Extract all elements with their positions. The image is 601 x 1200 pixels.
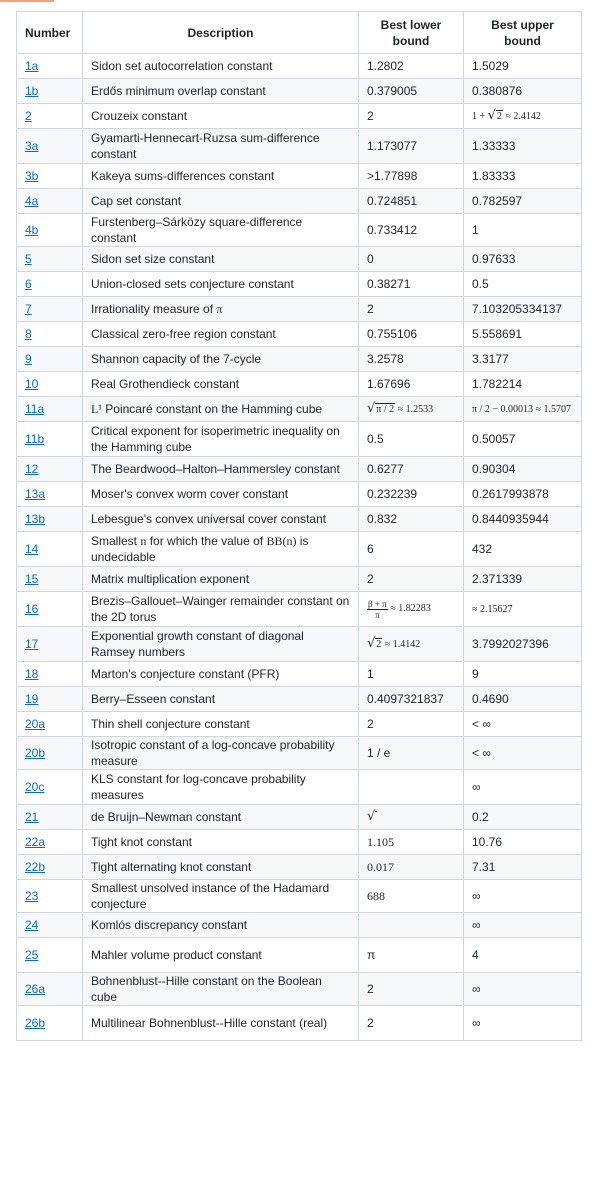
number-cell (17, 322, 83, 347)
description-cell (83, 297, 359, 322)
math-expression (367, 636, 421, 651)
table-row (17, 567, 582, 592)
upper-bound-cell: 0.8440935944 (464, 507, 582, 532)
description-cell: Komlós discrepancy constant (83, 913, 359, 938)
header-lower-bound: Best lower bound (359, 12, 464, 54)
lower-bound-cell: 1.67696 (359, 372, 464, 397)
table-row (17, 855, 582, 880)
lower-bound-cell: 0.5 (359, 422, 464, 457)
problem-link[interactable]: 18 (25, 667, 39, 681)
problem-link[interactable]: 11b (25, 432, 45, 446)
description-text: Multilinear Bohnenblust--Hille constant (real) (91, 1016, 328, 1030)
description-cell: Shannon capacity of the 7-cycle (83, 347, 359, 372)
table-row (17, 592, 582, 627)
upper-bound-cell: 0.50057 (464, 422, 582, 457)
description-cell: Berry–Esseen constant (83, 687, 359, 712)
lower-bound-cell: 0.755106 (359, 322, 464, 347)
problem-link[interactable]: 3b (25, 169, 39, 183)
math-suffix: ≈ 1.4142 (384, 639, 421, 650)
top-bar (0, 0, 601, 4)
fraction-numerator: β + π (368, 598, 387, 609)
problem-link[interactable]: 3a (25, 139, 39, 153)
lower-bound-cell: 2 (359, 567, 464, 592)
number-cell (17, 770, 83, 805)
lower-bound-cell: 0 (359, 247, 464, 272)
description-cell: Matrix multiplication exponent (83, 567, 359, 592)
lower-bound-cell: 2 (359, 104, 464, 129)
lower-bound-cell (359, 592, 464, 627)
upper-bound-cell: 1.5029 (464, 54, 582, 79)
problem-link[interactable]: 25 (25, 948, 39, 962)
problem-link[interactable]: 26b (25, 1016, 46, 1030)
header-upper-bound: Best upper bound (464, 12, 582, 54)
upper-bound-cell: ∞ (464, 913, 582, 938)
math-symbol: L¹ (91, 402, 102, 416)
number-cell (17, 104, 83, 129)
table-row (17, 214, 582, 247)
upper-bound-cell (464, 592, 582, 627)
description-cell: Lebesgue's convex universal cover constant (83, 507, 359, 532)
table-row (17, 79, 582, 104)
upper-bound-cell: 3.3177 (464, 347, 582, 372)
math-expression: ≈ 2.15627 (472, 604, 513, 615)
sqrt-expression (367, 809, 377, 826)
lower-bound-cell: 2 (359, 973, 464, 1006)
description-text: Irrationality measure of (91, 302, 214, 316)
description-cell: Cap set constant (83, 189, 359, 214)
description-cell: Sidon set autocorrelation constant (83, 54, 359, 79)
problem-link[interactable]: 14 (25, 542, 39, 556)
number-cell (17, 247, 83, 272)
table-row (17, 712, 582, 737)
number-cell (17, 627, 83, 662)
number-cell (17, 1006, 83, 1041)
number-cell (17, 79, 83, 104)
math-suffix: ≈ 1.82283 (390, 603, 431, 615)
lower-bound-cell: π (359, 938, 464, 973)
header-row (17, 12, 582, 54)
number-cell (17, 830, 83, 855)
upper-bound-cell: 1.33333 (464, 129, 582, 164)
lower-bound-cell (359, 627, 464, 662)
number-cell (17, 422, 83, 457)
problem-link[interactable]: 1a (25, 59, 39, 73)
number-cell (17, 129, 83, 164)
problem-link[interactable]: 8 (25, 327, 32, 341)
table-row (17, 913, 582, 938)
number-cell (17, 567, 83, 592)
constants-table (16, 11, 582, 1041)
table-row (17, 397, 582, 422)
lower-bound-cell: >1.77898 (359, 164, 464, 189)
problem-link[interactable]: 19 (25, 692, 39, 706)
top-accent-line (0, 0, 54, 2)
problem-link[interactable]: 13a (25, 487, 46, 501)
problem-link[interactable]: 5 (25, 252, 32, 266)
number-cell (17, 973, 83, 1006)
number-cell (17, 397, 83, 422)
problem-link[interactable]: 22a (25, 835, 46, 849)
lower-bound-cell: 0.832 (359, 507, 464, 532)
table-row (17, 805, 582, 830)
description-text: Bohnenblust--Hille constant on the Boolean cube (91, 974, 322, 1004)
table-row (17, 627, 582, 662)
lower-bound-cell: 6 (359, 532, 464, 567)
upper-bound-cell: 7.103205334137 (464, 297, 582, 322)
upper-bound-cell: 7.31 (464, 855, 582, 880)
description-cell: Tight knot constant (83, 830, 359, 855)
description-cell: Exponential growth constant of diagonal Ramsey numbers (83, 627, 359, 662)
table-row (17, 129, 582, 164)
math-suffix: ≈ 2.4142 (505, 111, 541, 122)
upper-bound-cell: 0.97633 (464, 247, 582, 272)
lower-bound-cell: 1.2802 (359, 54, 464, 79)
number-cell (17, 662, 83, 687)
lower-bound-cell: 0.724851 (359, 189, 464, 214)
table-row (17, 973, 582, 1006)
problem-link[interactable]: 7 (25, 302, 32, 316)
upper-bound-cell: 0.2 (464, 805, 582, 830)
problem-link[interactable]: 26a (25, 982, 46, 996)
description-cell: Gyamarti-Hennecart-Ruzsa sum-difference constant (83, 129, 359, 164)
sqrt-radicand (375, 811, 377, 823)
table-row (17, 482, 582, 507)
lower-bound-cell: 0.232239 (359, 482, 464, 507)
math-expression (472, 108, 541, 123)
table-row (17, 164, 582, 189)
upper-bound-cell: ∞ (464, 1006, 582, 1041)
lower-bound-cell (359, 397, 464, 422)
math-symbol: π (216, 302, 223, 316)
upper-bound-cell: 1.83333 (464, 164, 582, 189)
math-symbol: BB(n) (266, 534, 297, 548)
math-symbol: 1.105 (367, 835, 394, 849)
upper-bound-cell: 1 (464, 214, 582, 247)
description-cell: Smallest unsolved instance of the Hadamard conjecture (83, 880, 359, 913)
sqrt-expression (367, 636, 382, 653)
number-cell (17, 712, 83, 737)
description-cell: Erdős minimum overlap constant (83, 79, 359, 104)
sqrt-radicand: π / 2 (376, 404, 395, 415)
number-cell (17, 913, 83, 938)
table-row (17, 880, 582, 913)
table-row (17, 830, 582, 855)
upper-bound-cell: 4 (464, 938, 582, 973)
lower-bound-cell: 0.6277 (359, 457, 464, 482)
sqrt-radicand: 2 (496, 111, 502, 122)
lower-bound-cell: 1.173077 (359, 129, 464, 164)
table-row (17, 322, 582, 347)
description-cell: Moser's convex worm cover constant (83, 482, 359, 507)
sqrt-expression (367, 401, 395, 418)
lower-bound-cell (359, 855, 464, 880)
sqrt-expression (488, 108, 503, 125)
description-text: Poincaré constant on the Hamming cube (105, 402, 323, 416)
description-text: Smallest (91, 534, 138, 548)
lower-bound-cell: 2 (359, 1006, 464, 1041)
number-cell (17, 855, 83, 880)
header-description: Description (83, 12, 359, 54)
upper-bound-cell: 0.2617993878 (464, 482, 582, 507)
description-cell (83, 532, 359, 567)
number-cell (17, 164, 83, 189)
upper-bound-cell: 1.782214 (464, 372, 582, 397)
table-row (17, 54, 582, 79)
problem-link[interactable]: 23 (25, 889, 39, 903)
number-cell (17, 347, 83, 372)
table-row (17, 297, 582, 322)
math-symbol: 688 (367, 889, 385, 903)
number-cell (17, 507, 83, 532)
problem-link[interactable]: 4a (25, 194, 39, 208)
problem-link[interactable]: 22b (25, 860, 46, 874)
description-cell: Union-closed sets conjecture constant (83, 272, 359, 297)
math-prefix: 1 + (472, 111, 486, 122)
lower-bound-cell: 1 / e (359, 737, 464, 770)
math-symbol: n (140, 534, 147, 548)
number-cell (17, 737, 83, 770)
lower-bound-cell (359, 880, 464, 913)
description-text: is undecidable (91, 534, 309, 564)
table-row (17, 507, 582, 532)
table-row (17, 457, 582, 482)
header-number: Number (17, 12, 83, 54)
upper-bound-cell: ∞ (464, 880, 582, 913)
lower-bound-cell (359, 770, 464, 805)
table-row (17, 532, 582, 567)
upper-bound-cell: < ∞ (464, 712, 582, 737)
math-expression: π / 2 − 0.00013 ≈ 1.5707 (472, 404, 571, 415)
description-cell: Mahler volume product constant (83, 938, 359, 973)
lower-bound-cell: 2 (359, 297, 464, 322)
lower-bound-cell (359, 830, 464, 855)
table-row (17, 938, 582, 973)
description-text: for which the value of (149, 534, 264, 548)
math-expression (367, 809, 377, 824)
description-cell: Critical exponent for isoperimetric inequality on the Hamming cube (83, 422, 359, 457)
upper-bound-cell: 2.371339 (464, 567, 582, 592)
upper-bound-cell: ∞ (464, 770, 582, 805)
description-cell: Isotropic constant of a log-concave probability measure (83, 737, 359, 770)
number-cell (17, 457, 83, 482)
description-cell: Furstenberg–Sárközy square-difference constant (83, 214, 359, 247)
sqrt-icon: √ (487, 108, 496, 123)
table-row (17, 737, 582, 770)
upper-bound-cell: 9 (464, 662, 582, 687)
lower-bound-cell: 0.4097321837 (359, 687, 464, 712)
number-cell (17, 880, 83, 913)
problem-link[interactable]: 20c (25, 780, 45, 794)
description-cell: Kakeya sums-differences constant (83, 164, 359, 189)
description-cell: Thin shell conjecture constant (83, 712, 359, 737)
upper-bound-cell: < ∞ (464, 737, 582, 770)
fraction (367, 599, 388, 620)
table-row (17, 189, 582, 214)
description-cell (83, 1006, 359, 1041)
upper-bound-cell: ∞ (464, 973, 582, 1006)
number-cell (17, 272, 83, 297)
table-row (17, 770, 582, 805)
number-cell (17, 938, 83, 973)
number-cell (17, 297, 83, 322)
number-cell (17, 189, 83, 214)
number-cell (17, 805, 83, 830)
table-row (17, 347, 582, 372)
number-cell (17, 214, 83, 247)
description-cell: Classical zero-free region constant (83, 322, 359, 347)
lower-bound-cell: 0.379005 (359, 79, 464, 104)
description-cell: Crouzeix constant (83, 104, 359, 129)
number-cell (17, 482, 83, 507)
description-cell (83, 973, 359, 1006)
upper-bound-cell: 0.782597 (464, 189, 582, 214)
lower-bound-cell: 0.733412 (359, 214, 464, 247)
upper-bound-cell (464, 104, 582, 129)
problem-link[interactable]: 16 (25, 602, 39, 616)
table-row (17, 1006, 582, 1041)
problem-link[interactable]: 15 (25, 572, 39, 586)
problem-link[interactable]: 9 (25, 352, 32, 366)
fraction-denominator: π (375, 609, 380, 620)
table-row (17, 272, 582, 297)
problem-link[interactable]: 6 (25, 277, 32, 291)
upper-bound-cell: 0.5 (464, 272, 582, 297)
math-suffix: ≈ 1.2533 (397, 404, 434, 415)
table-row (17, 104, 582, 129)
table-row (17, 247, 582, 272)
upper-bound-cell: 0.380876 (464, 79, 582, 104)
description-cell: KLS constant for log-concave probability measures (83, 770, 359, 805)
problem-link[interactable]: 13b (25, 512, 46, 526)
upper-bound-cell: 0.4690 (464, 687, 582, 712)
problem-link[interactable]: 4b (25, 223, 39, 237)
upper-bound-cell: 10.76 (464, 830, 582, 855)
problem-link[interactable]: 21 (25, 810, 39, 824)
number-cell (17, 54, 83, 79)
number-cell (17, 592, 83, 627)
description-cell: Sidon set size constant (83, 247, 359, 272)
math-expression (367, 401, 434, 416)
sqrt-radicand: 2 (376, 639, 382, 650)
description-cell (83, 397, 359, 422)
upper-bound-cell (464, 397, 582, 422)
problem-link[interactable]: 20b (25, 746, 46, 760)
math-expression (367, 598, 431, 620)
table-row (17, 687, 582, 712)
number-cell (17, 372, 83, 397)
description-cell: Marton's conjecture constant (PFR) (83, 662, 359, 687)
sqrt-icon: √ (367, 809, 376, 824)
upper-bound-cell: 0.90304 (464, 457, 582, 482)
sqrt-icon: √ (367, 401, 376, 416)
math-symbol: 0.017 (367, 860, 394, 874)
lower-bound-cell: 1 (359, 662, 464, 687)
number-cell (17, 687, 83, 712)
number-cell (17, 532, 83, 567)
problem-link[interactable]: 24 (25, 918, 39, 932)
problem-link[interactable]: 12 (25, 462, 39, 476)
sqrt-icon: √ (367, 636, 376, 651)
problem-link[interactable]: 1b (25, 84, 39, 98)
description-cell: Tight alternating knot constant (83, 855, 359, 880)
upper-bound-cell: 3.7992027396 (464, 627, 582, 662)
table-row (17, 372, 582, 397)
lower-bound-cell (359, 913, 464, 938)
problem-link[interactable]: 2 (25, 109, 32, 123)
problem-link[interactable]: 10 (25, 377, 39, 391)
problem-link[interactable]: 11a (25, 402, 45, 416)
lower-bound-cell (359, 805, 464, 830)
description-cell: Real Grothendieck constant (83, 372, 359, 397)
description-cell: The Beardwood–Halton–Hammersley constant (83, 457, 359, 482)
upper-bound-cell: 5.558691 (464, 322, 582, 347)
description-cell: Brezis–Gallouet–Wainger remainder constant on the 2D torus (83, 592, 359, 627)
lower-bound-cell: 2 (359, 712, 464, 737)
lower-bound-cell: 3.2578 (359, 347, 464, 372)
problem-link[interactable]: 17 (25, 637, 39, 651)
description-cell: de Bruijn–Newman constant (83, 805, 359, 830)
problem-link[interactable]: 20a (25, 717, 46, 731)
table-row (17, 422, 582, 457)
lower-bound-cell: 0.38271 (359, 272, 464, 297)
upper-bound-cell: 432 (464, 532, 582, 567)
table-row (17, 662, 582, 687)
